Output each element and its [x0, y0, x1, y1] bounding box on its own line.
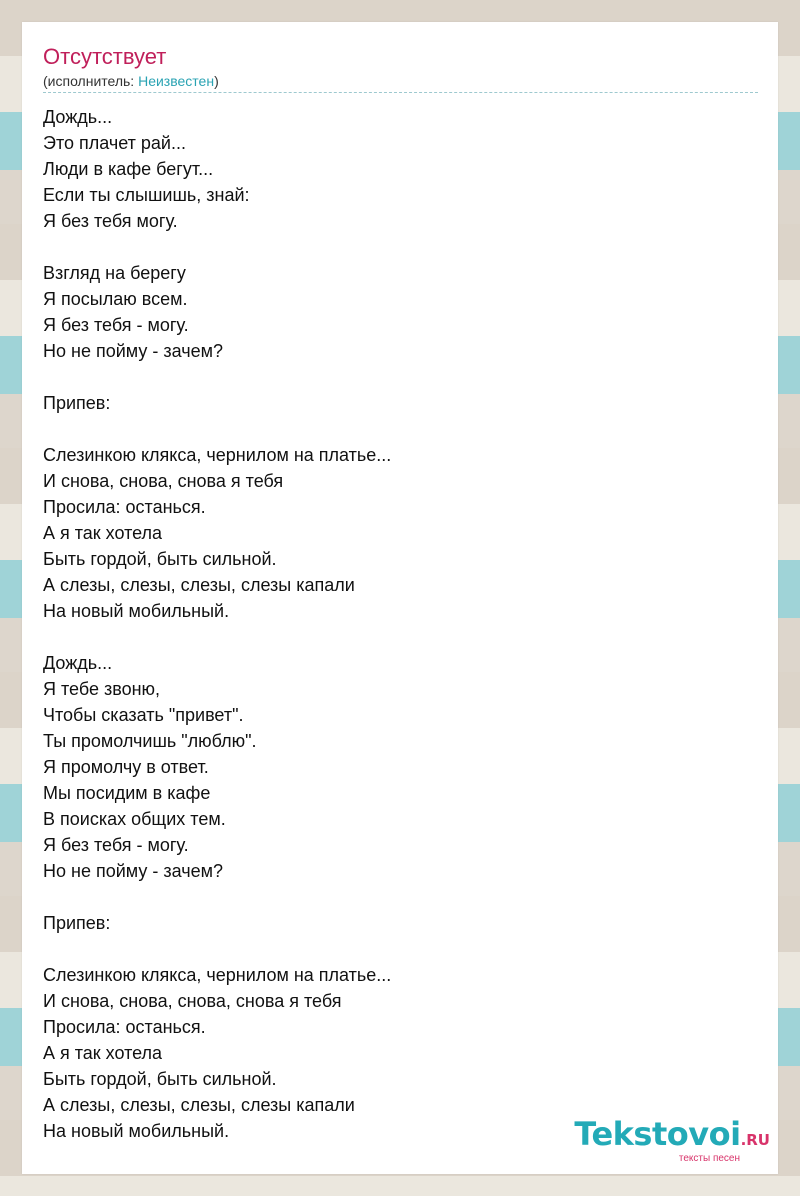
lyric-line: Люди в кафе бегут... [43, 159, 214, 179]
performer-prefix: (исполнитель: [43, 73, 139, 89]
lyric-line: Я без тебя - могу. [43, 315, 189, 335]
blank-line [43, 234, 743, 260]
lyric-line: Но не пойму - зачем? [43, 861, 223, 881]
lyric-line: Взгляд на берегу [43, 263, 186, 283]
lyric-line: А я так хотела [43, 523, 163, 543]
logo-wordmark [574, 1117, 770, 1157]
lyric-line: Но не пойму - зачем? [43, 341, 223, 361]
logo-domain-suffix: .RU [740, 1131, 770, 1149]
performer-line [43, 73, 219, 89]
lyric-line: На новый мобильный. [43, 1121, 230, 1141]
lyric-line: Это плачет рай... [43, 133, 186, 153]
lyric-line: Я посылаю всем. [43, 289, 188, 309]
lyric-line: А слезы, слезы, слезы, слезы капали [43, 1095, 355, 1115]
logo-main-text: Tekstovoi [574, 1115, 741, 1153]
lyric-line: Я без тебя - могу. [43, 835, 189, 855]
lyrics-text [43, 104, 743, 1144]
lyric-line: Просила: останься. [43, 497, 206, 517]
blank-line [43, 624, 743, 650]
lyric-line: Я тебе звоню, [43, 679, 161, 699]
lyric-line: Чтобы сказать "привет". [43, 705, 244, 725]
lyric-line: Я промолчу в ответ. [43, 757, 209, 777]
lyric-line: Если ты слышишь, знай: [43, 185, 250, 205]
lyric-line: Слезинкою клякса, чернилом на платье... [43, 445, 392, 465]
lyric-line: Быть гордой, быть сильной. [43, 549, 277, 569]
lyric-line: Быть гордой, быть сильной. [43, 1069, 277, 1089]
lyric-line: Просила: останься. [43, 1017, 206, 1037]
lyric-line: Ты промолчишь "люблю". [43, 731, 257, 751]
lyric-line: Припев: [43, 393, 111, 413]
blank-line [43, 936, 743, 962]
lyric-line: Слезинкою клякса, чернилом на платье... [43, 965, 392, 985]
lyric-line: А слезы, слезы, слезы, слезы капали [43, 575, 355, 595]
lyric-line: Дождь... [43, 653, 113, 673]
lyric-line: На новый мобильный. [43, 601, 230, 621]
lyric-line: Мы посидим в кафе [43, 783, 211, 803]
lyric-line: И снова, снова, снова, снова я тебя [43, 991, 342, 1011]
performer-link[interactable]: Неизвестен [138, 73, 215, 89]
title-divider [43, 92, 758, 93]
lyric-line: А я так хотела [43, 1043, 163, 1063]
blank-line [43, 364, 743, 390]
logo-tagline: тексты песен [678, 1153, 740, 1164]
song-title: Отсутствует [43, 44, 167, 69]
performer-suffix: ) [214, 73, 219, 89]
lyric-line: И снова, снова, снова я тебя [43, 471, 284, 491]
blank-line [43, 416, 743, 442]
lyric-line: В поисках общих тем. [43, 809, 226, 829]
blank-line [43, 884, 743, 910]
lyrics-card [22, 22, 778, 1174]
site-logo[interactable] [574, 1117, 770, 1164]
lyric-line: Я без тебя могу. [43, 211, 178, 231]
lyric-line: Дождь... [43, 107, 113, 127]
lyric-line: Припев: [43, 913, 111, 933]
